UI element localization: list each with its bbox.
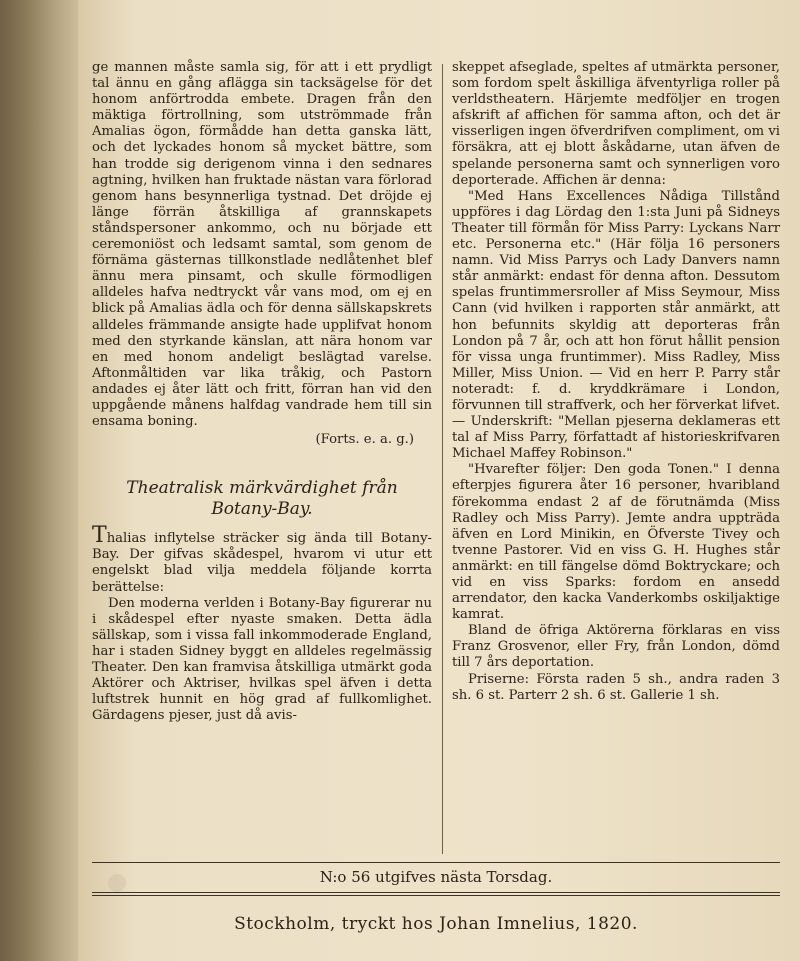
continuation-note: (Forts. e. a. g.)	[315, 432, 414, 448]
article-intro	[92, 523, 432, 595]
article-heading: Theatralisk märkvärdighet från Botany-Bay.	[126, 478, 398, 520]
printer-imprint: Stockholm, tryckt hos Johan Imnelius, 1820.	[234, 914, 638, 934]
actors-paragraph: Bland de öfriga Aktörerna förklaras en viss Franz Grosvenor, eller Fry, från London, dömd till 7 års deportation.	[452, 623, 780, 671]
book-binding	[0, 0, 78, 961]
article-body: Den moderna verlden i Botany-Bay figurerar nu i skådespel efter nyaste smaken. Detta ädla sällskap, som i vissa fall inkommoderade England, har i staden Sidney byggt en alldeles regelmässig Theater. Den kan framvisa åtskilliga utmärkt goda Aktörer och Aktriser, hvilkas spel äfven i detta luftstrek hunnit en hög grad af fullkomlighet. Gärdagens pjeser, just då avis-	[92, 595, 432, 724]
story-continuation: ge mannen måste samla sig, för att i ett prydligt tal ännu en gång aflägga sin tacksägelse för det honom anförtrodda embete. Dragen från den mäktiga förtrollning, som utströmmade från Amalias ögon, förmådde han detta ganska lätt, och det lyckades honom så mycket bättre, som han trodde sig derigenom vinna i den sednares agtning, hvilken han fruktade nästan vara förlorad genom hans besynnerliga tystnad. Det dröjde ej länge förrän åtskilliga af grannskapets ståndspersoner ankommo, och nu började ett ceremoniöst och ledsamt samtal, som genom de förnäma gästernas tillkonstlade nedlåtenhet blef ännu mera pinsamt, och skulle förmodligen alldeles hafva nedtryckt vår vans mod, om ej en blick på Amalias ädla och för denna sällskapskrets alldeles främmande ansigte hade upplifvat honom med den styrkande känslan, att nära honom var en med honom andeligt beslägtad varelse. Aftonmåltiden var lika tråkig, och Pastorn andades ej åter lätt och fritt, förran han vid den uppgående månens halfdag vandrade hem till sin ensama boning.	[92, 60, 432, 430]
next-issue-note: N:o 56 utgifves nästa Torsdag.	[319, 868, 553, 886]
drop-cap: T	[92, 523, 107, 549]
column-divider	[442, 64, 443, 854]
footer-rule-mid-double	[92, 895, 780, 896]
article-continuation: skeppet afseglade, speltes af utmärkta personer, som fordom spelt åskilliga äfventyrliga roller på verldstheatern. Härjemte medföljer en trogen afskrift af affichen för samma afton, och det är visserligen ingen öfverdrifven compliment, om vi försäkra, att ej blott åskådarne, utan äfven de spelande personerna samt och synnerligen voro deporterade. Affichen är denna:	[452, 60, 780, 188]
footer-rule-top	[92, 862, 780, 863]
footer-rule-mid	[92, 892, 780, 893]
article-intro-text: halias inflytelse sträcker sig ända till Botany-Bay. Der gifvas skådespel, hvarom vi utur ett engelskt blad vilja meddela följande korrta berättelse:	[92, 531, 432, 595]
afterpiece-paragraph: "Hvarefter följer: Den goda Tonen." I denna efterpjes figurera åter 16 personer, hvaribland förekomma endast 2 af de förutnämda (Miss Radley och Miss Parry). Jemte andra uppträda äfven en Lord Minikin, en Öfverste Tivey och tvenne Pastorer. Vid en viss G. H. Hughes står anmärkt: en till fängelse dömd Boktryckare; och vid en viss Sparks: fordom en ansedd arrendator, den kacka Vanderkombs oskiljaktige kamrat.	[452, 462, 780, 623]
prices-paragraph: Priserne: Första raden 5 sh., andra raden 3 sh. 6 st. Parterr 2 sh. 6 st. Gallerie 1 sh.	[452, 671, 780, 703]
left-column	[92, 60, 432, 724]
right-column	[452, 60, 780, 704]
playbill-quote: "Med Hans Excellences Nådiga Tillstånd uppföres i dag Lördag den 1:sta Juni på Sidneys Theater till förmån för Miss Parry: Lyckans Narr etc. Personerna etc." (Här följa 16 personers namn. Vid Miss Parrys och Lady Danvers namn står anmärkt: endast för denna afton. Dessutom spelas fruntimmersroller af Miss Seymour, Miss Cann (vid hvilken i rapporten står anmärkt, att hon befunnits skyldig att deporteras från London på 7 år, och att hon förut hållit pension för vissa unga fruntimmer). Miss Radley, Miss Miller, Miss Union. — Vid en herr P. Parry står noteradt: f. d. kryddkrämare i London, förvunnen till straffverk, och her förverkat lifvet. — Underskrift: "Mellan pjeserna deklameras ett tal af Miss Parry, författadt af historieskrifvaren Michael Maffey Robinson."	[452, 188, 780, 462]
